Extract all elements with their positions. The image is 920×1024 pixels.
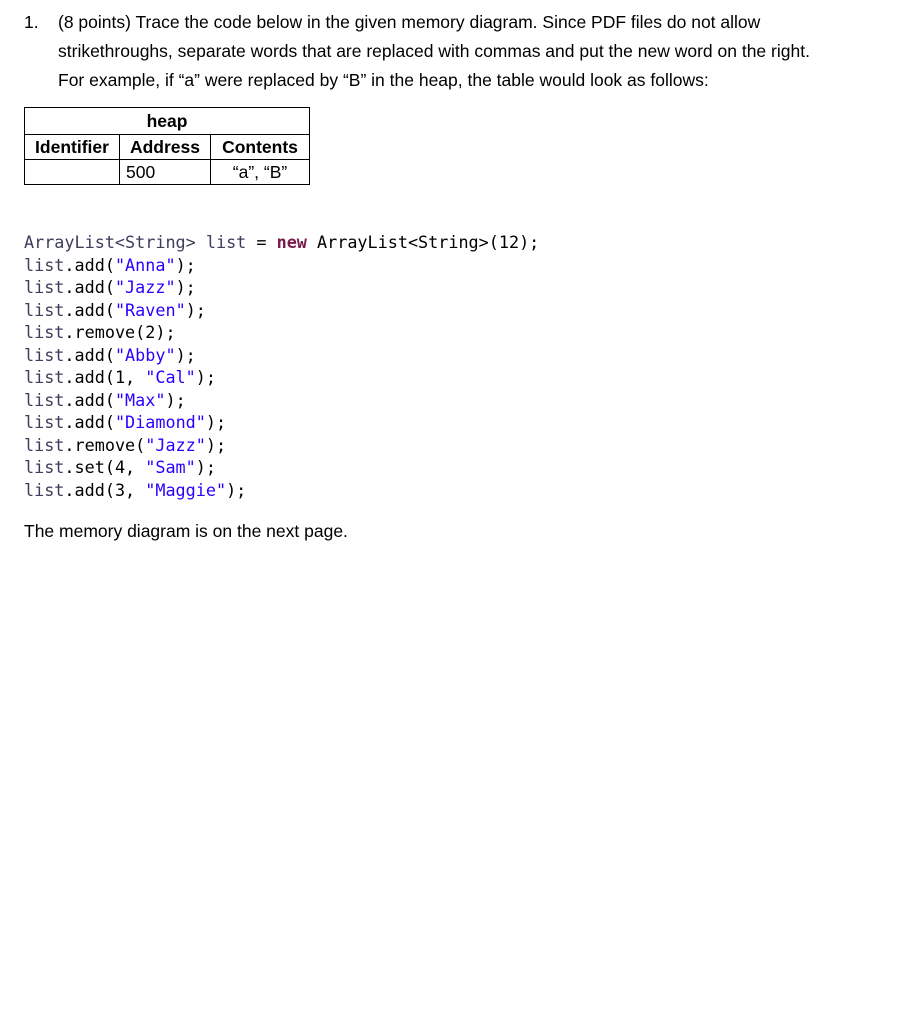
- code-token: .remove(2);: [64, 322, 176, 342]
- code-token: list: [24, 412, 65, 432]
- column-header-identifier: Identifier: [25, 135, 120, 160]
- code-line: [24, 389, 539, 412]
- code-token: );: [185, 299, 206, 320]
- code-line: [24, 411, 539, 434]
- code-token: );: [175, 254, 196, 275]
- cell-address: 500: [120, 160, 211, 185]
- code-token: list: [205, 232, 247, 252]
- code-block: [24, 231, 539, 501]
- code-token: .add(: [64, 277, 115, 297]
- footer-note: The memory diagram is on the next page.: [24, 521, 348, 541]
- code-token: list: [24, 254, 65, 275]
- code-line: [24, 479, 539, 502]
- code-token: );: [195, 457, 216, 477]
- table-row: [25, 160, 310, 185]
- column-header-contents: Contents: [211, 135, 310, 160]
- code-line: [24, 344, 539, 367]
- code-token: list: [24, 322, 65, 342]
- code-token: .set(4,: [64, 457, 146, 477]
- code-token: );: [205, 434, 227, 455]
- code-line: [24, 434, 539, 457]
- code-token: "Anna": [114, 254, 176, 275]
- code-line: [24, 254, 539, 277]
- cell-contents: “a”, “B”: [211, 160, 310, 185]
- question-text: [58, 8, 913, 95]
- code-line: [24, 321, 539, 344]
- code-token: ArrayList<String>(12);: [306, 232, 540, 252]
- code-token: );: [175, 344, 196, 365]
- question-line: For example, if “a” were replaced by “B” in the heap, the table would look as follows:: [58, 70, 709, 90]
- question-line: strikethroughs, separate words that are replaced with commas and put the new word on the right.: [58, 41, 810, 61]
- code-token: .add(1,: [64, 367, 146, 387]
- code-line: [24, 456, 539, 479]
- code-token: "Sam": [145, 457, 196, 477]
- code-line: [24, 366, 539, 389]
- code-token: list: [24, 344, 65, 365]
- code-token: =: [246, 232, 277, 252]
- code-token: list: [24, 277, 65, 297]
- question-number: 1.: [24, 12, 39, 32]
- code-token: list: [24, 479, 65, 500]
- code-token: );: [165, 389, 186, 410]
- code-token: list: [24, 434, 65, 455]
- column-header-address: Address: [120, 135, 211, 160]
- code-token: list: [24, 299, 65, 320]
- code-line: [24, 231, 539, 254]
- code-token: list: [24, 367, 65, 387]
- code-token: .add(: [64, 389, 115, 410]
- code-token: "Raven": [114, 299, 186, 320]
- code-token: list: [24, 389, 65, 410]
- code-line: [24, 299, 539, 322]
- cell-identifier: [25, 160, 120, 185]
- code-token: );: [175, 277, 196, 297]
- heap-table-title: heap: [25, 108, 310, 135]
- code-token: );: [205, 412, 227, 432]
- code-token: .remove(: [64, 434, 146, 455]
- code-token: "Jazz": [114, 277, 176, 297]
- code-token: .add(: [64, 254, 115, 275]
- code-token: .add(3,: [64, 479, 146, 500]
- question-line: (8 points) Trace the code below in the given memory diagram. Since PDF files do not allow: [58, 12, 761, 32]
- code-token: "Diamond": [114, 412, 206, 432]
- heap-example-table: [24, 107, 310, 185]
- code-token: );: [195, 367, 216, 387]
- code-token: "Abby": [114, 344, 176, 365]
- code-token: .add(: [64, 412, 115, 432]
- code-token: "Jazz": [145, 434, 206, 455]
- code-token: );: [226, 479, 247, 500]
- code-token: "Maggie": [145, 479, 227, 500]
- code-token: .add(: [64, 299, 115, 320]
- code-token: new: [276, 232, 307, 252]
- code-token: "Max": [114, 389, 166, 410]
- code-token: ArrayList<String>: [24, 232, 206, 252]
- code-token: list: [24, 457, 65, 477]
- code-token: .add(: [64, 344, 115, 365]
- code-token: "Cal": [145, 367, 196, 387]
- code-line: [24, 276, 539, 299]
